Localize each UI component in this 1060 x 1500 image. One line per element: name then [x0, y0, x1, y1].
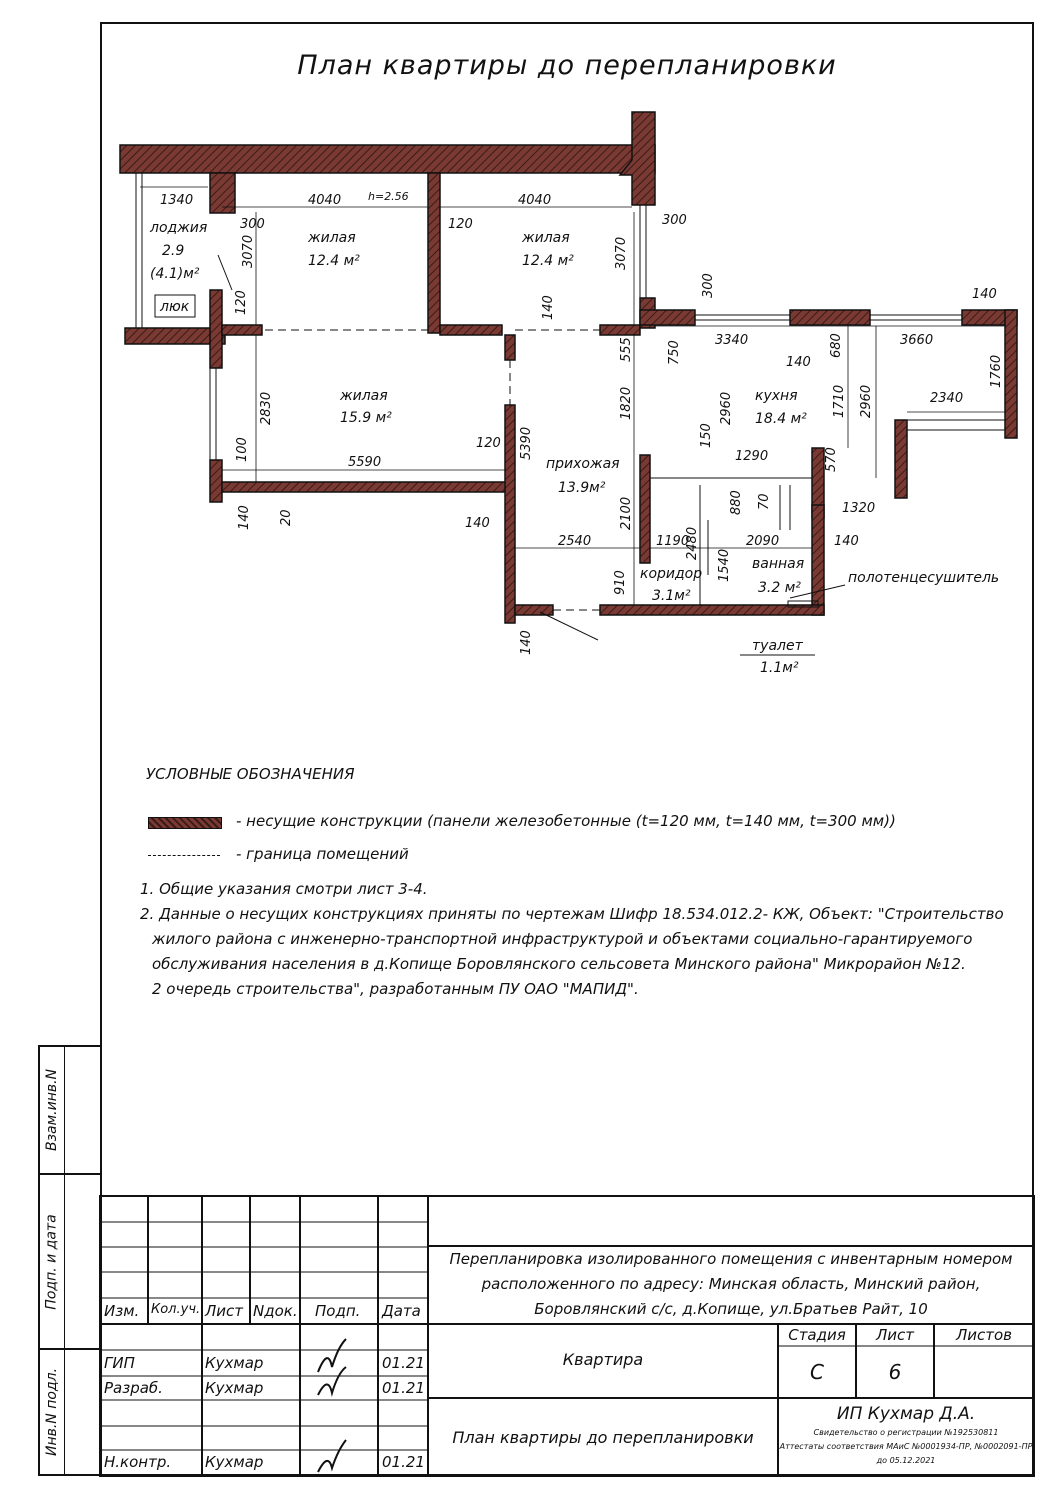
side-strip-3 [38, 1348, 100, 1476]
room-name: жилая [308, 230, 356, 246]
project-line-3: Боровлянский с/с, д.Копище, ул.Братьев Райт, 10 [534, 1300, 928, 1318]
note-2-cont: 2 очередь строительства", разработанным ПУ ОАО "МАПИД". [152, 980, 639, 998]
page-title: План квартиры до перепланировки [297, 50, 837, 81]
header-ndok: Nдок. [253, 1302, 298, 1320]
dim: 1190 [656, 534, 690, 549]
room-name: коридор [640, 566, 703, 582]
header-date: Дата [382, 1302, 421, 1320]
room-area: 12.4 м² [522, 253, 574, 269]
date-gip: 01.21 [382, 1354, 425, 1372]
side-strip-2 [38, 1175, 100, 1350]
dim: 140 [519, 630, 534, 655]
header-podp: Подп. [315, 1302, 361, 1320]
dim: 570 [824, 447, 839, 472]
legend-heading: УСЛОВНЫЕ ОБОЗНАЧЕНИЯ [146, 765, 355, 783]
room-area: 13.9м² [558, 480, 606, 496]
room-name: жилая [340, 388, 388, 404]
dim: 1760 [989, 354, 1004, 388]
dim: 555 [619, 337, 634, 362]
dim: 120 [234, 290, 249, 315]
dim: 750 [667, 340, 682, 365]
room-area: 3.1м² [652, 588, 691, 604]
side-strip-1 [38, 1045, 100, 1175]
dim: 1710 [832, 384, 847, 418]
room-area: 1.1м² [760, 660, 799, 676]
dim: 910 [613, 570, 628, 595]
name-razrab: Кухмар [205, 1379, 264, 1397]
dim: 5390 [519, 426, 534, 460]
dim: 2100 [619, 496, 634, 530]
dim: 2540 [558, 534, 592, 549]
room-name: жилая [522, 230, 570, 246]
side-label: Инв.N подл. [44, 1367, 61, 1457]
side-label: Подп. и дата [44, 1213, 60, 1310]
dim: 150 [699, 423, 714, 448]
dim: 1820 [619, 386, 634, 420]
room-area: 12.4 м² [308, 253, 360, 269]
dim: 140 [834, 534, 859, 549]
dim: 300 [701, 273, 716, 298]
dim: 140 [786, 355, 811, 370]
dim: 1290 [735, 449, 769, 464]
dim: 2960 [859, 384, 874, 418]
header-list: Лист [205, 1302, 244, 1320]
dim: 3070 [614, 236, 629, 270]
note-2-cont: жилого района с инженерно-транспортной инфраструктурой и объектами социально-гарантируемого [152, 930, 973, 948]
role-gip: ГИП [104, 1354, 135, 1372]
dim: 140 [972, 287, 997, 302]
dim: 2960 [719, 391, 734, 425]
stage-label: Стадия [788, 1326, 846, 1344]
height-label: h=2.56 [368, 190, 409, 203]
legend-boundary-text: - граница помещений [236, 845, 409, 863]
dim: 120 [476, 436, 501, 451]
room-name: лоджия [150, 220, 208, 236]
dim: 140 [237, 505, 252, 530]
dim: 4040 [518, 193, 552, 208]
header-izm: Изм. [104, 1302, 140, 1320]
dim: 4040 [308, 193, 342, 208]
room-area: 2.9 [162, 243, 185, 259]
stage-value: С [810, 1360, 824, 1384]
room-area: (4.1)м² [150, 266, 200, 282]
room-name: туалет [752, 638, 803, 654]
room-area: 18.4 м² [755, 411, 807, 427]
legend-bearing-text: - несущие конструкции (панели железобетонные (t=120 мм, t=140 мм, t=300 мм)) [236, 812, 896, 830]
note-2: 2. Данные о несущих конструкциях приняты по чертежам Шифр 18.534.012.2- КЖ, Объект: "Строительство [140, 905, 1004, 923]
dim: 100 [235, 437, 250, 462]
hatch-label: люк [160, 299, 190, 315]
dim: 120 [448, 217, 473, 232]
name-nkontr: Кухмар [205, 1453, 264, 1471]
room-name: кухня [755, 388, 798, 404]
date-razrab: 01.21 [382, 1379, 425, 1397]
dim: 880 [729, 490, 744, 515]
legend-bearing-swatch [148, 817, 222, 829]
header-kol: Кол.уч. [151, 1302, 201, 1317]
sheet-title: План квартиры до перепланировки [452, 1428, 754, 1447]
legend-boundary-swatch [148, 855, 220, 856]
dim: 5590 [348, 455, 382, 470]
role-razrab: Разраб. [104, 1379, 163, 1397]
object-name: Квартира [562, 1350, 644, 1369]
note-2-cont: обслуживания населения в д.Копище Боровлянского сельсовета Минского района" Микрорайон №12. [152, 955, 966, 973]
dim: 300 [240, 217, 265, 232]
plan-labels [149, 190, 999, 676]
dim: 3660 [900, 333, 934, 348]
dim: 3340 [715, 333, 749, 348]
dim: 1540 [717, 548, 732, 582]
floor-plan [0, 0, 1060, 720]
side-label: Взам.инв.N [44, 1068, 61, 1152]
sheet-value: 6 [888, 1360, 902, 1384]
role-nkontr: Н.контр. [104, 1453, 172, 1471]
dim: 2480 [685, 526, 700, 560]
room-area: 15.9 м² [340, 410, 392, 426]
dim: 2830 [259, 391, 274, 425]
dim: 300 [662, 213, 687, 228]
dim: 2090 [746, 534, 780, 549]
dim: 140 [541, 295, 556, 320]
dim: 680 [829, 333, 844, 358]
name-gip: Кухмар [205, 1354, 264, 1372]
towel-label: полотенцесушитель [848, 570, 1000, 586]
room-area: 3.2 м² [758, 580, 801, 596]
dim: 70 [757, 493, 772, 510]
sheet-label: Лист [875, 1326, 914, 1344]
dim: 2340 [930, 391, 964, 406]
dim: 1320 [842, 501, 876, 516]
room-name: прихожая [546, 456, 620, 472]
company-name: ИП Кухмар Д.А. [836, 1404, 976, 1424]
dim: 140 [465, 516, 490, 531]
cert-line-2: Аттестаты соответствия МАиС №0001934-ПР, №0002091-ПР [779, 1442, 1033, 1451]
cert-line-1: Свидетельство о регистрации №192530811 [813, 1428, 999, 1437]
cert-line-3: до 05.12.2021 [876, 1456, 936, 1465]
dim: 3070 [241, 234, 256, 268]
project-line-1: Перепланировка изолированного помещения с инвентарным номером [449, 1250, 1013, 1268]
dim: 1340 [160, 193, 194, 208]
date-nkontr: 01.21 [382, 1453, 425, 1471]
note-1: 1. Общие указания смотри лист 3-4. [140, 880, 428, 898]
project-line-2: расположенного по адресу: Минская область, Минский район, [481, 1275, 981, 1293]
dim: 20 [279, 509, 294, 526]
sheets-label: Листов [955, 1326, 1013, 1344]
room-name: ванная [752, 556, 805, 572]
